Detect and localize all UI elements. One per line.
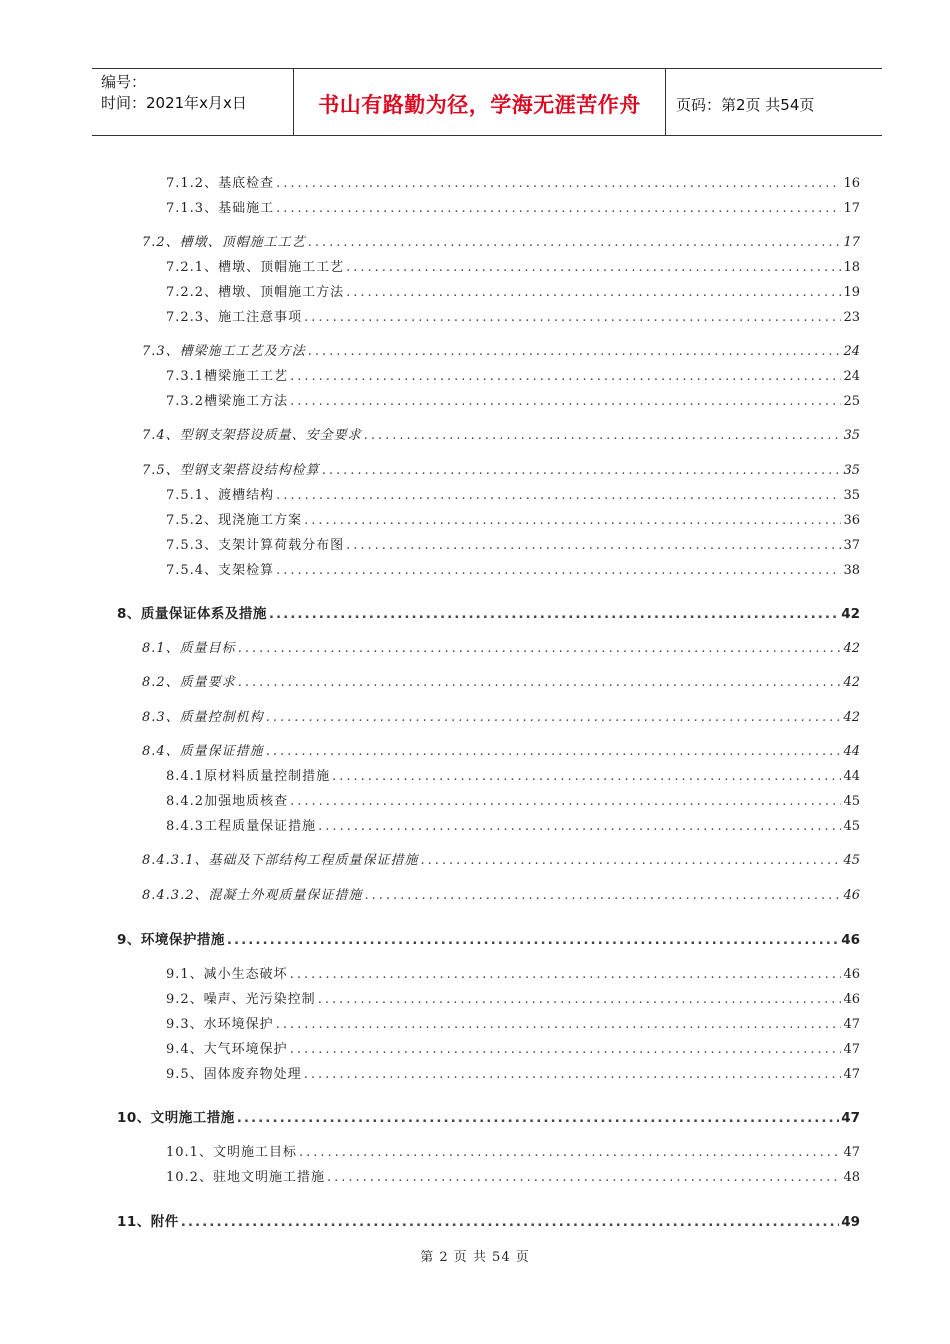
toc-entry-label: 9.5、固体废弃物处理: [166, 1067, 302, 1082]
toc-leader-dots: [276, 1017, 842, 1032]
toc-leader-dots: [238, 675, 842, 690]
toc-entry-label: 10.2、驻地文明施工措施: [166, 1170, 325, 1185]
toc-entry[interactable]: [142, 340, 860, 359]
toc-entry-page: 42: [843, 675, 860, 690]
page-header: [92, 68, 882, 136]
toc-entry-page: 47: [843, 1017, 860, 1032]
toc-entry[interactable]: [166, 1166, 860, 1185]
toc-entry[interactable]: [117, 1210, 860, 1230]
toc-leader-dots: [308, 344, 842, 359]
toc-entry[interactable]: [142, 884, 860, 903]
toc-entry-label: 7.5.1、渡槽结构: [166, 488, 275, 503]
toc-entry-page: 45: [843, 819, 860, 834]
toc-entry-page: 24: [843, 369, 860, 384]
toc-entry[interactable]: [166, 390, 860, 409]
toc-entry[interactable]: [166, 988, 860, 1007]
toc-entry[interactable]: [142, 706, 860, 725]
toc-entry[interactable]: [142, 849, 860, 868]
toc-entry-label: 8.4.3.1、基础及下部结构工程质量保证措施: [142, 853, 419, 868]
toc-entry[interactable]: [166, 172, 860, 191]
toc-entry-label: 7.5.2、现浇施工方案: [166, 513, 303, 528]
toc-entry-label: 8.1、质量目标: [142, 641, 236, 656]
toc-entry-label: 7.5.3、支架计算荷载分布图: [166, 538, 345, 553]
toc-entry-page: 38: [843, 563, 860, 578]
toc-entry-page: 46: [843, 967, 860, 982]
toc-entry-page: 45: [843, 794, 860, 809]
toc-entry-page: 16: [843, 176, 860, 191]
toc-leader-dots: [290, 967, 842, 982]
toc-entry[interactable]: [166, 1141, 860, 1160]
toc-entry-page: 24: [843, 344, 860, 359]
toc-leader-dots: [304, 513, 841, 528]
toc-entry-page: 35: [843, 428, 860, 443]
toc-leader-dots: [290, 794, 841, 809]
toc-entry-page: 37: [843, 538, 860, 553]
toc-entry[interactable]: [117, 928, 860, 948]
toc-entry-label: 7.1.3、基础施工: [166, 201, 275, 216]
toc-entry[interactable]: [166, 1038, 860, 1057]
toc-leader-dots: [420, 853, 841, 868]
toc-leader-dots: [304, 310, 841, 325]
toc-entry[interactable]: [166, 1013, 860, 1032]
toc-entry[interactable]: [117, 602, 860, 622]
toc-entry[interactable]: [142, 459, 860, 478]
toc-entry-page: 35: [843, 463, 860, 478]
toc-entry-label: 9.3、水环境保护: [166, 1017, 274, 1032]
toc-entry-page: 47: [843, 1145, 860, 1160]
toc-leader-dots: [327, 1170, 842, 1185]
toc-leader-dots: [276, 488, 841, 503]
toc-leader-dots: [322, 463, 842, 478]
header-motto: 书山有路勤为径，学海无涯苦作舟: [294, 69, 666, 135]
toc-entry-page: 47: [843, 1042, 860, 1057]
toc-entry-label: 7.3.1槽梁施工工艺: [166, 369, 289, 384]
toc-entry-label: 7.2、槽墩、顶帽施工工艺: [142, 235, 306, 250]
toc-entry-label: 8.3、质量控制机构: [142, 710, 264, 725]
toc-entry-page: 47: [841, 1110, 860, 1126]
toc-entry-page: 36: [843, 513, 860, 528]
header-meta: [92, 69, 294, 135]
toc-entry-label: 7.2.2、槽墩、顶帽施工方法: [166, 285, 345, 300]
document-time-label: 时间：2021年x月x日: [101, 94, 247, 112]
toc-leader-dots: [364, 428, 842, 443]
toc-leader-dots: [332, 769, 841, 784]
toc-entry-label: 8、质量保证体系及措施: [117, 606, 267, 622]
toc-entry-page: 17: [843, 235, 860, 250]
toc-entry-page: 46: [843, 888, 860, 903]
toc-leader-dots: [238, 641, 842, 656]
header-page-info: 页码：第2页 共54页: [676, 95, 815, 114]
toc-entry[interactable]: [166, 559, 860, 578]
toc-leader-dots: [308, 235, 842, 250]
toc-leader-dots: [364, 888, 841, 903]
toc-entry-label: 8.4.1原材料质量控制措施: [166, 769, 331, 784]
toc-entry[interactable]: [166, 765, 860, 784]
toc-entry-page: 19: [843, 285, 860, 300]
toc-entry-page: 45: [843, 853, 860, 868]
toc-entry-page: 25: [843, 394, 860, 409]
toc-entry-page: 44: [843, 769, 860, 784]
toc-entry-label: 11、附件: [117, 1214, 179, 1230]
toc-entry-label: 8.2、质量要求: [142, 675, 236, 690]
toc-entry-label: 9.1、减小生态破坏: [166, 967, 288, 982]
toc-leader-dots: [346, 260, 841, 275]
toc-entry-label: 7.3.2槽梁施工方法: [166, 394, 289, 409]
toc-leader-dots: [237, 1110, 839, 1126]
toc-leader-dots: [346, 285, 841, 300]
toc-entry[interactable]: [142, 231, 860, 250]
toc-leader-dots: [276, 201, 841, 216]
toc-entry-page: 35: [843, 488, 860, 503]
toc-leader-dots: [290, 369, 841, 384]
toc-entry-page: 49: [841, 1214, 860, 1230]
toc-entry[interactable]: [166, 256, 860, 275]
toc-leader-dots: [318, 992, 842, 1007]
toc-leader-dots: [318, 819, 841, 834]
toc-entry[interactable]: [166, 815, 860, 834]
toc-leader-dots: [266, 710, 842, 725]
toc-entry-page: 48: [843, 1170, 860, 1185]
toc-leader-dots: [304, 1067, 842, 1082]
toc-entry[interactable]: [166, 963, 860, 982]
toc-entry-label: 10.1、文明施工目标: [166, 1145, 297, 1160]
toc-entry-page: 46: [843, 992, 860, 1007]
toc-leader-dots: [269, 606, 839, 622]
toc-entry-page: 42: [843, 641, 860, 656]
toc-leader-dots: [299, 1145, 842, 1160]
toc-entry-page: 18: [843, 260, 860, 275]
toc-leader-dots: [290, 1042, 842, 1057]
toc-leader-dots: [276, 176, 841, 191]
toc-entry[interactable]: [166, 1063, 860, 1082]
toc-leader-dots: [227, 932, 839, 948]
toc-entry[interactable]: [166, 365, 860, 384]
toc-entry-label: 10、文明施工措施: [117, 1110, 235, 1126]
toc-leader-dots: [266, 744, 842, 759]
toc-entry-page: 17: [843, 201, 860, 216]
toc-leader-dots: [346, 538, 841, 553]
toc-entry[interactable]: [166, 790, 860, 809]
toc-entry-page: 46: [841, 932, 860, 948]
toc-entry[interactable]: [166, 534, 860, 553]
toc-entry-label: 7.1.2、基底检查: [166, 176, 275, 191]
toc-entry-label: 7.4、型钢支架搭设质量、安全要求: [142, 428, 362, 443]
toc-entry[interactable]: [166, 509, 860, 528]
toc-entry-label: 9.4、大气环境保护: [166, 1042, 288, 1057]
toc-entry-label: 8.4.3工程质量保证措施: [166, 819, 317, 834]
toc-entry[interactable]: [166, 484, 860, 503]
toc-entry-label: 8.4.2加强地质核查: [166, 794, 289, 809]
toc-entry[interactable]: [142, 637, 860, 656]
toc-entry[interactable]: [166, 281, 860, 300]
toc-entry-page: 42: [843, 710, 860, 725]
toc-entry-label: 9、环境保护措施: [117, 932, 225, 948]
toc-leader-dots: [290, 394, 841, 409]
toc-entry-label: 7.5.4、支架检算: [166, 563, 275, 578]
toc-entry-label: 7.5、型钢支架搭设结构检算: [142, 463, 320, 478]
toc-entry[interactable]: [166, 197, 860, 216]
toc-entry-page: 44: [843, 744, 860, 759]
toc-entry-page: 42: [841, 606, 860, 622]
page-footer: 第 2 页 共 54 页: [420, 1250, 530, 1265]
toc-entry-label: 8.4.3.2、混凝土外观质量保证措施: [142, 888, 363, 903]
toc-entry-page: 47: [843, 1067, 860, 1082]
toc-entry-label: 9.2、噪声、光污染控制: [166, 992, 316, 1007]
toc-entry-label: 7.2.1、槽墩、顶帽施工工艺: [166, 260, 345, 275]
toc-leader-dots: [276, 563, 841, 578]
toc-entry[interactable]: [142, 740, 860, 759]
toc-entry-label: 7.2.3、施工注意事项: [166, 310, 303, 325]
toc-entry[interactable]: [142, 424, 860, 443]
toc-entry-label: 7.3、槽梁施工工艺及方法: [142, 344, 306, 359]
toc-entry[interactable]: [117, 1106, 860, 1126]
document-id-label: 编号：: [101, 73, 147, 91]
toc-entry-label: 8.4、质量保证措施: [142, 744, 264, 759]
toc-entry-page: 23: [843, 310, 860, 325]
toc-leader-dots: [181, 1214, 839, 1230]
toc-entry[interactable]: [142, 671, 860, 690]
toc-entry[interactable]: [166, 306, 860, 325]
